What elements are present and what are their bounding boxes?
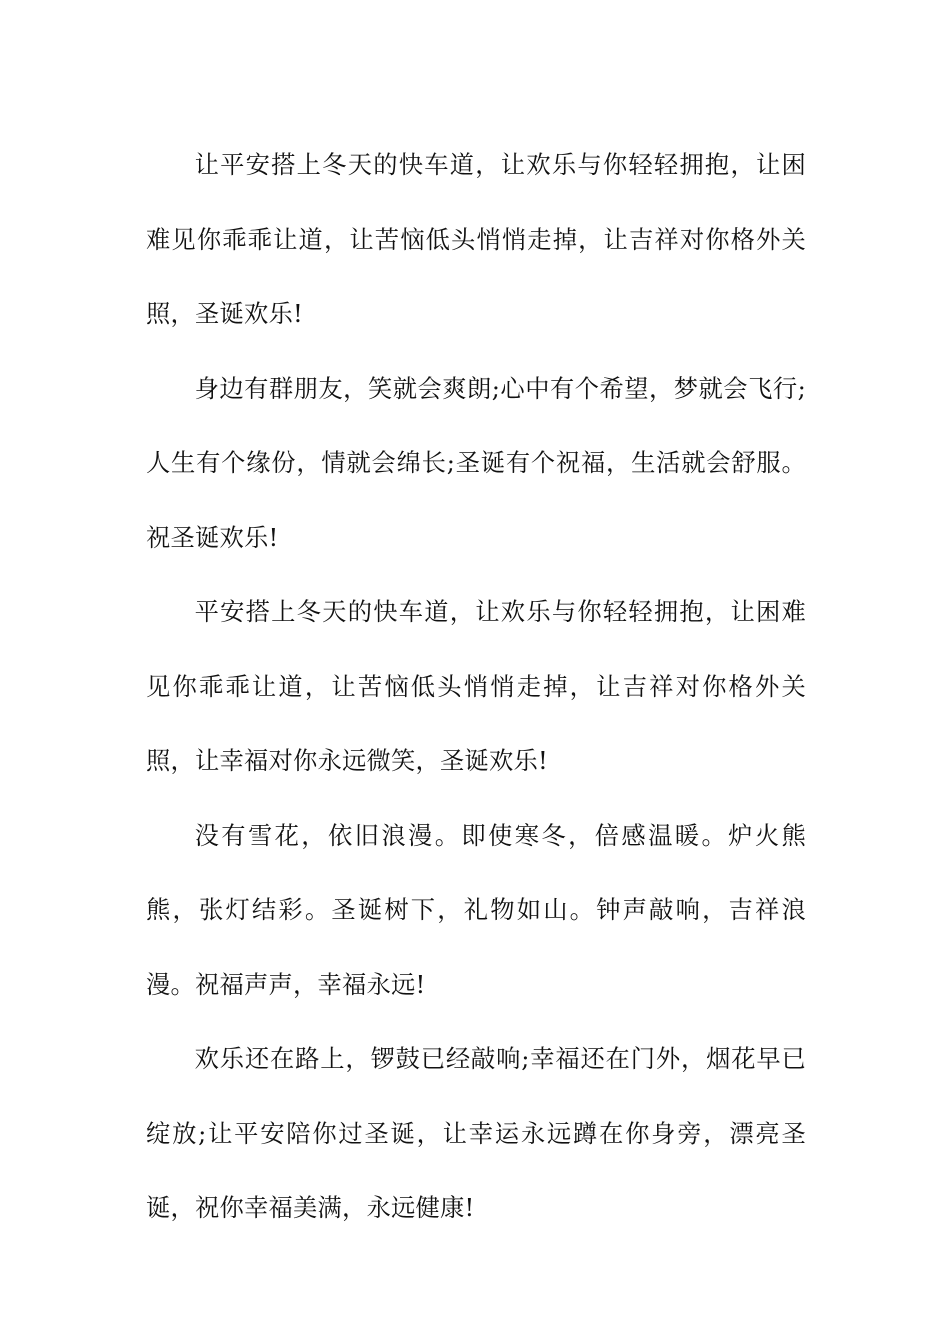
paragraph-5: 欢乐还在路上，锣鼓已经敲响;幸福还在门外，烟花早已绽放;让平安陪你过圣诞，让幸运永远蹲在你身旁，漂亮圣诞，祝你幸福美满，永远健康! — [146, 1044, 806, 1222]
paragraph-3: 平安搭上冬天的快车道，让欢乐与你轻轻拥抱，让困难见你乖乖让道，让苦恼低头悄悄走掉，让吉祥对你格外关照，让幸福对你永远微笑，圣诞欢乐! — [146, 597, 806, 775]
paragraph-1: 让平安搭上冬天的快车道，让欢乐与你轻轻拥抱，让困难见你乖乖让道，让苦恼低头悄悄走掉，让吉祥对你格外关照，圣诞欢乐! — [146, 150, 806, 328]
document-body — [146, 128, 806, 1246]
paragraph-2: 身边有群朋友，笑就会爽朗;心中有个希望，梦就会飞行;人生有个缘份，情就会绵长;圣诞有个祝福，生活就会舒服。祝圣诞欢乐! — [146, 373, 806, 552]
paragraph-4: 没有雪花，依旧浪漫。即使寒冬，倍感温暖。炉火熊熊，张灯结彩。圣诞树下，礼物如山。钟声敲响，吉祥浪漫。祝福声声，幸福永远! — [146, 820, 806, 999]
